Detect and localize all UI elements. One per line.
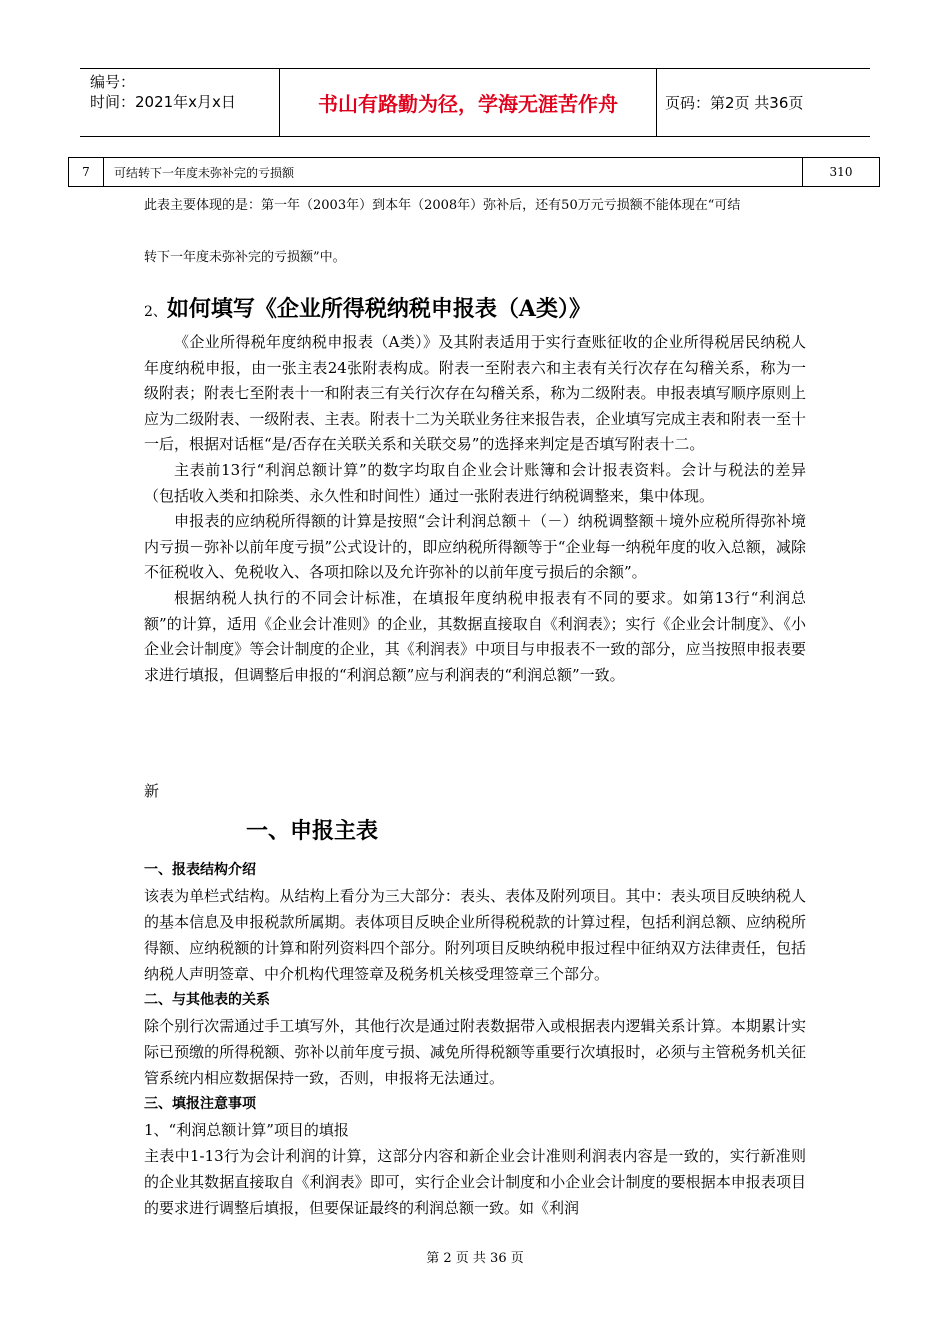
stray-text: 新	[144, 782, 160, 800]
paragraph: 除个别行次需通过手工填写外，其他行次是通过附表数据带入或根据表内逻辑关系计算。本期累计实际已预缴的所得税额、弥补以前年度亏损、减免所得税额等重要行次填报时，必须与主管税务机关征管系统内相应数据保持一致，否则，申报将无法通过。	[144, 1017, 806, 1087]
number-label: 编号：	[90, 73, 136, 91]
page-header	[80, 68, 870, 137]
note-line-1: 此表主要体现的是：第一年（2003年）到本年（2008年）弥补后，还有50万元亏损额不能体现在“可结	[144, 198, 741, 213]
sections	[144, 857, 806, 1221]
subheading: 二、与其他表的关系	[144, 992, 270, 1008]
note-line-2: 转下一年度未弥补完的亏损额”中。	[144, 250, 346, 265]
subheading: 一、报表结构介绍	[144, 862, 256, 878]
table-row	[68, 157, 880, 187]
row-number: 7	[69, 158, 104, 186]
paragraph: 主表中1-13行为会计利润的计算，这部分内容和新企业会计准则利润表内容是一致的，实行新准则的企业其数据直接取自《利润表》即可，实行企业会计制度和小企业会计制度的要根据本申报表项目的要求进行调整后填报，但要保证最终的利润总额一致。如《利润	[144, 1147, 806, 1217]
paragraph: 申报表的应纳税所得额的计算是按照“会计利润总额＋（－）纳税调整额＋境外应税所得弥补境内亏损－弥补以前年度亏损”公式设计的，即应纳税所得额等于“企业每一纳税年度的收入总额，减除不征税收入、免税收入、各项扣除以及允许弥补的以前年度亏损后的余额”。	[144, 512, 806, 582]
date-label: 时间：2021年x月x日	[90, 93, 236, 111]
body-paragraphs	[144, 330, 806, 688]
part-title: 一、申报主表	[246, 819, 379, 844]
row-value: 310	[829, 165, 853, 179]
section-title: 如何填写《企业所得税纳税申报表（A类）》	[166, 296, 591, 322]
header-meta	[80, 69, 280, 136]
paragraph: 该表为单栏式结构。从结构上看分为三大部分：表头、表体及附列项目。其中：表头项目反映纳税人的基本信息及申报税款所属期。表体项目反映企业所得税税款的计算过程，包括利润总额、应纳税所得额、应纳税额的计算和附列资料四个部分。附列项目反映纳税申报过程中征纳双方法律责任，包括纳税人声明签章、中介机构代理签章及税务机关核受理签章三个部分。	[144, 887, 806, 983]
section-heading	[144, 292, 591, 323]
paragraph: 根据纳税人执行的不同会计标准，在填报年度纳税申报表有不同的要求。如第13行“利润总额”的计算，适用《企业会计准则》的企业，其数据直接取自《利润表》；实行《企业会计制度》、《小企业会计制度》等会计制度的企业，其《利润表》中项目与申报表不一致的部分，应当按照申报表要求进行填报，但调整后申报的“利润总额”应与利润表的“利润总额”一致。	[144, 588, 806, 684]
list-item: 1、“利润总额计算”项目的填报	[144, 1121, 349, 1139]
row-label: 可结转下一年度未弥补完的亏损额	[104, 158, 803, 186]
header-motto: 书山有路勤为径，学海无涯苦作舟	[280, 69, 657, 136]
subheading: 三、填报注意事项	[144, 1096, 256, 1112]
header-page-info: 页码：第2页 共36页	[665, 94, 804, 112]
section-number: 2、	[144, 304, 167, 320]
page-footer: 第 2 页 共 36 页	[426, 1251, 524, 1266]
paragraph: 主表前13行“利润总额计算”的数字均取自企业会计账簿和会计报表资料。会计与税法的差异（包括收入类和扣除类、永久性和时间性）通过一张附表进行纳税调整来，集中体现。	[144, 460, 806, 505]
paragraph: 《企业所得税年度纳税申报表（A类）》及其附表适用于实行查账征收的企业所得税居民纳税人年度纳税申报，由一张主表24张附表构成。附表一至附表六和主表有关行次存在勾稽关系，称为一级附表；附表七至附表十一和附表三有关行次存在勾稽关系，称为二级附表。申报表填写顺序原则上应为二级附表、一级附表、主表。附表十二为关联业务往来报告表，企业填写完成主表和附表一至十一后，根据对话框“是/否存在关联关系和关联交易”的选择来判定是否填写附表十二。	[144, 333, 806, 454]
